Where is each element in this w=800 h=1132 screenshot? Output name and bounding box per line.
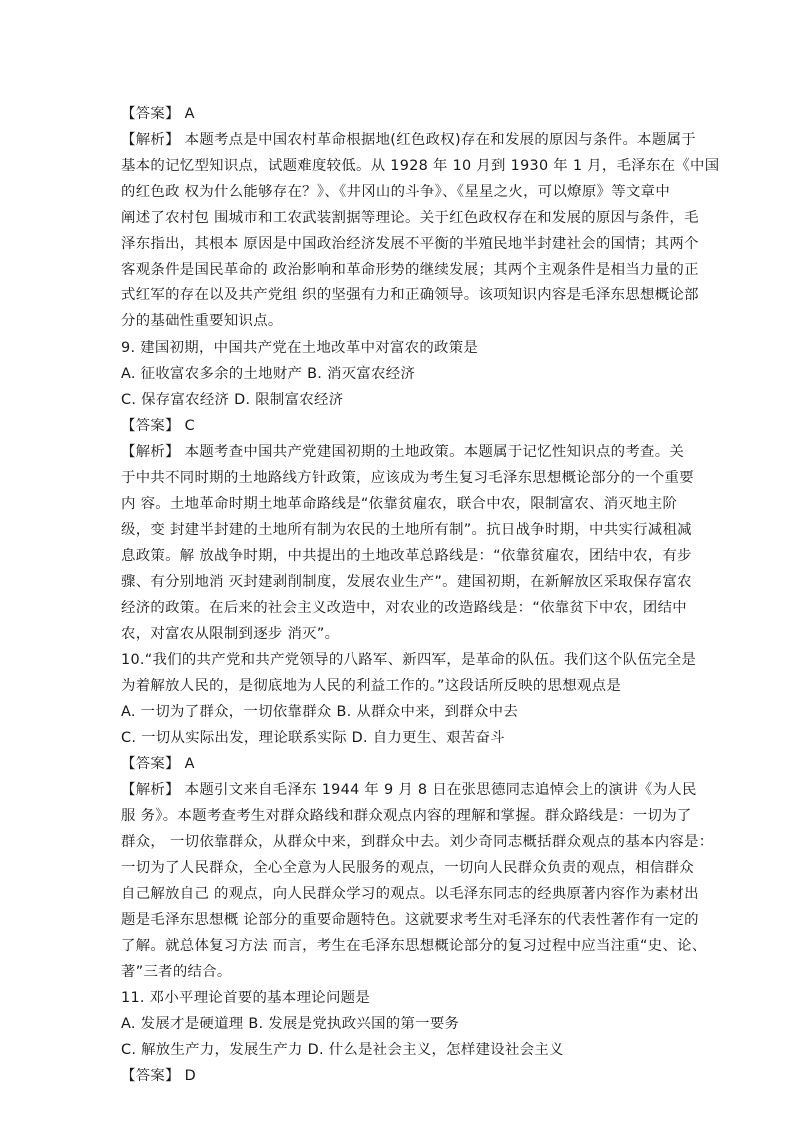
text-line: 一切为了人民群众，全心全意为人民服务的观点，一切向人民群众负责的观点，相信群众 (121, 860, 694, 876)
question-stem: 9. 建国初期，中国共产党在土地改革中对富农的政策是 (121, 340, 479, 356)
text-line: 【答案】 C (121, 418, 195, 434)
text-line: 内 容。土地革命时期土地革命路线是“依靠贫雇农，联合中农，限制富农、消灭地主阶 (121, 496, 678, 512)
text-line: 【答案】 A (121, 106, 195, 122)
text-line: 题是毛泽东思想概 论部分的重要命题特色。这就要求考生对毛泽东的代表性著作有一定的 (121, 912, 699, 928)
question-stem: 11. 邓小平理论首要的基本理论问题是 (121, 990, 371, 1006)
text-line: 【答案】 D (121, 1068, 197, 1084)
answer-options: C. 解放生产力，发展生产力 D. 什么是社会主义，怎样建设社会主义 (121, 1042, 564, 1058)
text-line: 服 务》。本题考查考生对群众路线和群众观点内容的理解和掌握。群众路线是：一切为了 (121, 808, 692, 824)
text-line: 分的基础性重要知识点。 (121, 313, 283, 329)
text-line: 阐述了农村包 围城市和工农武装割据等理论。关于红色政权存在和发展的原因与条件，毛 (121, 210, 699, 226)
text-line: 级，变 封建半封建的土地所有制为农民的土地所有制”。抗日战争时期，中共实行减租减 (121, 522, 692, 538)
answer-options: C. 一切从实际出发，理论联系实际 D. 自力更生、艰苦奋斗 (121, 730, 505, 746)
text-line: 农，对富农从限制到逐步 消灭”。 (121, 626, 340, 642)
text-line: 客观条件是国民革命的 政治影响和革命形势的继续发展；其两个主观条件是相当力量的正 (121, 262, 699, 278)
text-line: 群众， 一切依靠群众，从群众中来，到群众中去。刘少奇同志概括群众观点的基本内容是： (121, 834, 714, 850)
text-line: 自己解放自己 的观点，向人民群众学习的观点。以毛泽东同志的经典原著内容作为素材出 (121, 886, 699, 902)
text-line: 著”三者的结合。 (121, 964, 232, 980)
answer-options: C. 保存富农经济 D. 限制富农经济 (121, 392, 344, 408)
answer-options: A. 一切为了群众，一切依靠群众 B. 从群众中来，到群众中去 (121, 704, 519, 720)
text-line: 的红色政 权为什么能够存在？》、《井冈山的斗争》、《星星之火，可以燎原》等文章中 (121, 184, 671, 200)
text-line: 【解析】 本题考查中国共产党建国初期的土地政策。本题属于记忆性知识点的考查。关 (121, 444, 685, 460)
question-stem: 为着解放人民的，是彻底地为人民的利益工作的。”这段话所反映的思想观点是 (121, 678, 622, 694)
text-line: 泽东指出，其根本 原因是中国政治经济发展不平衡的半殖民地半封建社会的国情；其两个 (121, 236, 699, 252)
text-line: 了解。就总体复习方法 而言，考生在毛泽东思想概论部分的复习过程中应当注重“史、论、 (121, 938, 707, 954)
text-line: 【解析】 本题引文来自毛泽东 1944 年 9 月 8 日在张思德同志追悼会上的演讲《为人民 (121, 782, 697, 798)
text-line: 【解析】 本题考点是中国农村革命根据地(红色政权)存在和发展的原因与条件。本题属于 (121, 132, 696, 148)
answer-options: A. 发展才是硬道理 B. 发展是党执政兴国的第一要务 (121, 1016, 460, 1032)
text-line: 骤、有分别地消 灭封建剥削制度，发展农业生产”。建国初期，在新解放区采取保存富农 (121, 574, 692, 590)
text-line: 于中共不同时期的土地路线方针政策，应该成为考生复习毛泽东思想概论部分的一个重要 (121, 470, 694, 486)
question-stem: 10.“我们的共产党和共产党领导的八路军、新四军，是革命的队伍。我们这个队伍完全是 (121, 652, 697, 668)
text-line: 式红军的存在以及共产党组 织的坚强有力和正确领导。该项知识内容是毛泽东思想概论部 (121, 287, 699, 303)
text-line: 【答案】 A (121, 756, 195, 772)
text-line: 经济的政策。在后来的社会主义改造中，对农业的改造路线是：“依靠贫下中农，团结中 (121, 600, 688, 616)
text-line: 基本的记忆型知识点，试题难度较低。从 1928 年 10 月到 1930 年 1 月，毛泽东在《中国 (121, 158, 720, 174)
answer-options: A. 征收富农多余的土地财产 B. 消灭富农经济 (121, 366, 416, 382)
text-line: 息政策。解 放战争时期，中共提出的土地改革总路线是：“依靠贫雇农，团结中农，有步 (121, 548, 692, 564)
